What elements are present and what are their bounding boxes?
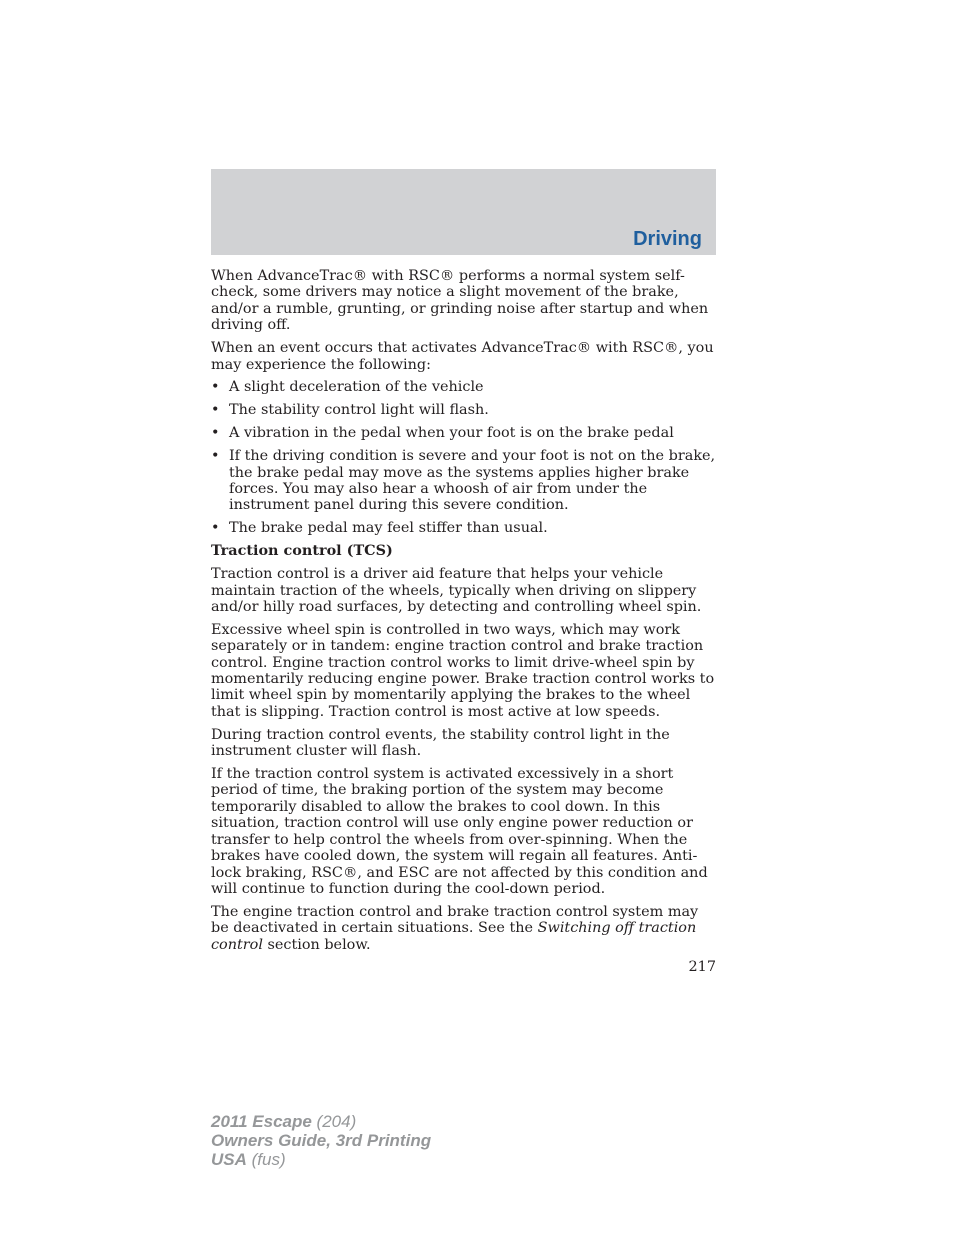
paragraph-excessive-activation: If the traction control system is activated excessively in a short period of time, the braking portion of the system may become temporarily disabled to allow the brakes to cool down. In this situation, traction control will use only engine power reduction or transfer to help control the wheels from over-spinning. When the brakes have cooled down, the system will regain all features. Anti-lock braking, RSC®, and ESC are not affected by this condition and will continue to function during the cool-down period. <box>211 766 708 897</box>
footer-line-guide <box>211 1131 431 1150</box>
page-content <box>211 268 716 960</box>
document-footer <box>211 1112 431 1169</box>
paragraph-wheel-spin: Excessive wheel spin is controlled in two ways, which may work separately or in tandem: engine traction control and brake traction control. Engine traction control works to limit drive-wheel spin by momentarily reducing engine power. Brake traction control works to limit wheel spin by momentarily applying the brakes to the wheel that is slipping. Traction control is most active at low speeds. <box>211 621 715 720</box>
deactivation-text-start: The engine traction control and brake traction control system may be deactivated in certain situations. See the <box>211 903 699 937</box>
paragraph-tcs-events: During traction control events, the stability control light in the instrument cluster will flash. <box>211 726 670 760</box>
footer-market-code: (fus) <box>246 1150 286 1169</box>
footer-line-model <box>211 1112 431 1131</box>
paragraph-tcs-intro: Traction control is a driver aid feature that helps your vehicle maintain traction of the wheels, typically when driving on slippery and/or hilly road surfaces, by detecting and controlling wheel spin. <box>211 566 702 615</box>
subheading-traction-control: Traction control (TCS) <box>211 542 393 560</box>
cross-reference: Switching off traction control <box>211 920 697 953</box>
list-item: • If the driving condition is severe and your foot is not on the brake, the brake pedal may move as the systems applies higher brake forces. You may also hear a whoosh of air from under the instrument panel during this severe condition. <box>211 448 716 514</box>
list-item: • A slight deceleration of the vehicle <box>211 379 716 395</box>
footer-line-market <box>211 1150 431 1169</box>
list-item: • The brake pedal may feel stiffer than usual. <box>211 520 716 536</box>
footer-market: USA <box>211 1150 247 1169</box>
section-header-band <box>211 169 716 255</box>
list-item: • A vibration in the pedal when your foot is on the brake pedal <box>211 425 716 441</box>
paragraph-self-check: When AdvanceTrac® with RSC® performs a normal system self-check, some drivers may notice a slight movement of the brake, and/or a rumble, grunting, or grinding noise after startup and when driving off. <box>211 268 709 334</box>
footer-model-code: (204) <box>311 1112 357 1131</box>
effects-list <box>211 379 716 536</box>
page-number: 217 <box>688 959 716 975</box>
footer-guide: Owners Guide, 3rd Printing <box>211 1131 432 1150</box>
deactivation-text-end: section below. <box>262 936 371 953</box>
paragraph-deactivation <box>211 904 716 953</box>
paragraph-event-intro: When an event occurs that activates AdvanceTrac® with RSC®, you may experience the following: <box>211 340 714 373</box>
footer-model: 2011 Escape <box>211 1112 312 1131</box>
list-item: • The stability control light will flash. <box>211 402 716 418</box>
section-title: Driving <box>633 228 702 250</box>
